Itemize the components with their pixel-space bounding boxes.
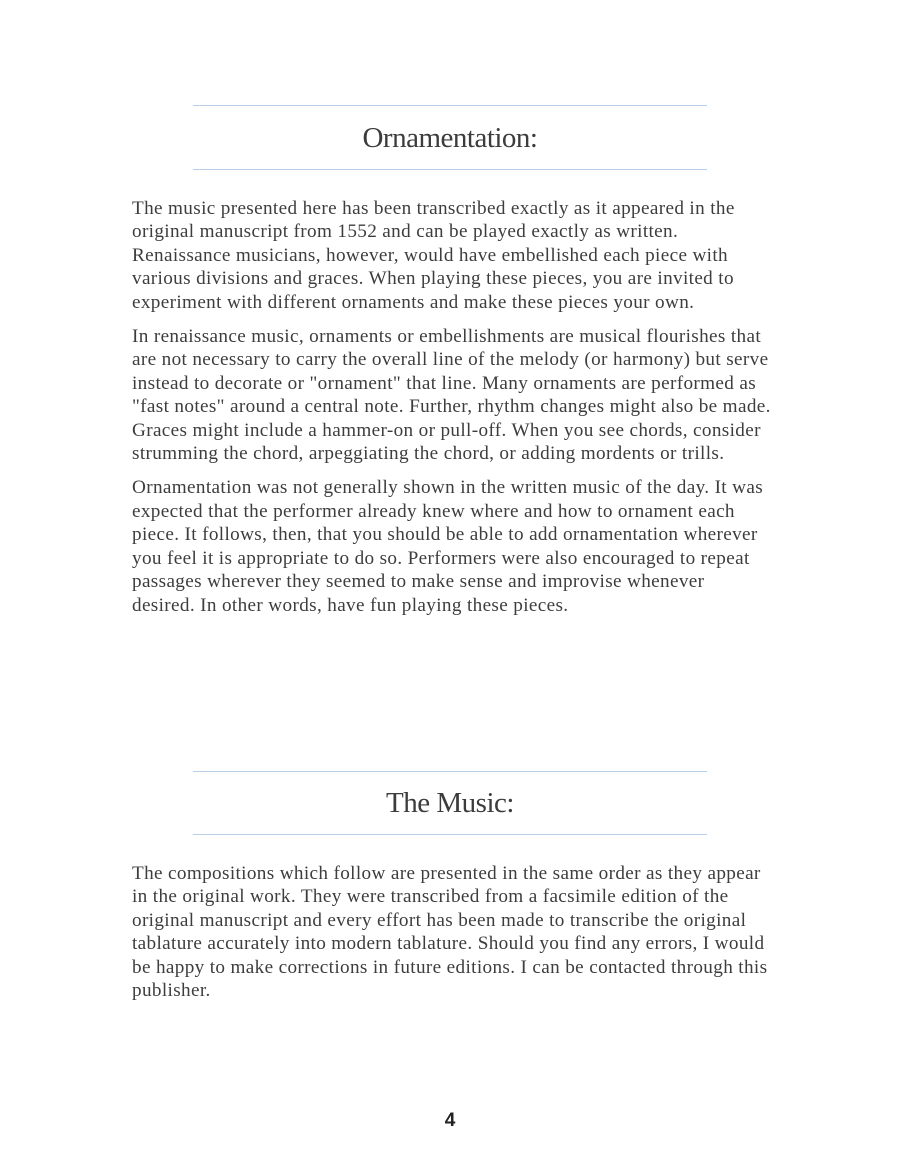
heading-rule-bottom-ornamentation <box>193 169 707 170</box>
heading-rule-bottom-music <box>193 834 707 835</box>
heading-rule-top-music <box>193 771 707 772</box>
ornamentation-body <box>132 197 772 628</box>
page-number: 4 <box>444 1110 456 1131</box>
heading-the-music: The Music: <box>386 787 514 819</box>
heading-rule-top-ornamentation <box>193 105 707 106</box>
ornamentation-paragraph-2: In renaissance music, ornaments or embellishments are musical flourishes that are not necessary to carry the overall line of the melody (or harmony) but serve instead to decorate or "ornament" that line. Many ornaments are performed as "fast notes" around a central note. Further, rhythm changes might also be made. Graces might include a hammer-on or pull-off. When you see chords, consider strumming the chord, arpeggiating the chord, or adding mordents or trills. <box>132 326 771 465</box>
ornamentation-paragraph-1: The music presented here has been transcribed exactly as it appeared in the original manuscript from 1552 and can be played exactly as written. Renaissance musicians, however, would have embellished each piece with various divisions and graces. When playing these pieces, you are invited to experiment with different ornaments and make these pieces your own. <box>132 198 735 313</box>
music-body <box>132 862 772 1013</box>
heading-ornamentation: Ornamentation: <box>362 122 538 154</box>
ornamentation-paragraph-3: Ornamentation was not generally shown in the written music of the day. It was expected that the performer already knew where and how to ornament each piece. It follows, then, that you should be able to add ornamentation wherever you feel it is appropriate to do so. Performers were also encouraged to repeat passages wherever they seemed to make sense and improvise whenever desired. In other words, have fun playing these pieces. <box>132 477 764 616</box>
music-paragraph-1: The compositions which follow are presented in the same order as they appear in the original work. They were transcribed from a facsimile edition of the original manuscript and every effort has been made to transcribe the original tablature accurately into modern tablature. Should you find any errors, I would be happy to make corrections in future editions. I can be contacted through this publisher. <box>132 863 768 1002</box>
